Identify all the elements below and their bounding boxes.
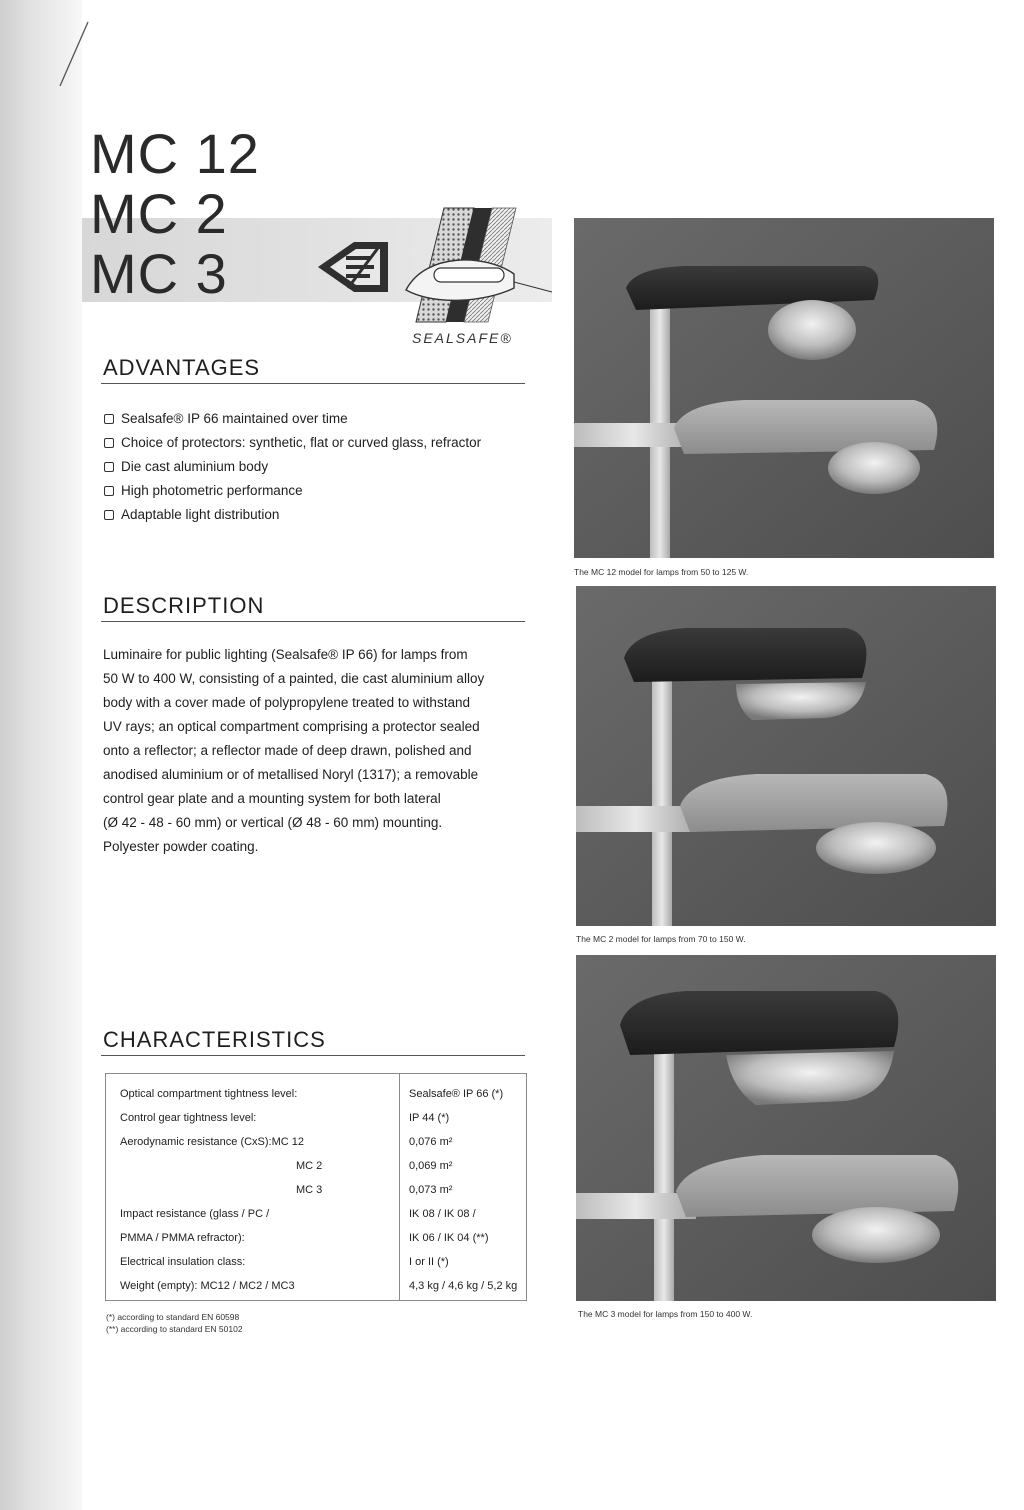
advantage-item: High photometric performance bbox=[103, 479, 481, 503]
characteristics-table bbox=[105, 1073, 527, 1301]
advantage-item: Adaptable light distribution bbox=[103, 503, 481, 527]
table-row: PMMA / PMMA refractor): IK 06 / IK 04 (**) bbox=[120, 1232, 489, 1244]
advantages-heading: ADVANTAGES bbox=[103, 355, 261, 380]
photo-caption-mc3: The MC 3 model for lamps from 150 to 400 W. bbox=[578, 1309, 753, 1319]
checkbox-square-icon bbox=[104, 414, 114, 424]
advantages-list bbox=[103, 407, 481, 527]
advantage-item: Sealsafe® IP 66 maintained over time bbox=[103, 407, 481, 431]
table-row: MC 3 0,073 m² bbox=[296, 1184, 453, 1196]
table-row: Weight (empty): MC12 / MC2 / MC3 4,3 kg / 4,6 kg / 5,2 kg bbox=[120, 1280, 518, 1292]
enec-logo bbox=[318, 240, 390, 294]
model-title-mc3: MC 3 bbox=[90, 242, 228, 305]
photo-caption-mc12: The MC 12 model for lamps from 50 to 125 W. bbox=[574, 567, 749, 577]
model-title-mc12: MC 12 bbox=[90, 122, 260, 185]
description-heading: DESCRIPTION bbox=[103, 593, 265, 618]
table-row: Electrical insulation class: I or II (*) bbox=[120, 1256, 449, 1268]
checkbox-square-icon bbox=[104, 510, 114, 520]
advantage-item: Die cast aluminium body bbox=[103, 455, 481, 479]
checkbox-square-icon bbox=[104, 486, 114, 496]
sealsafe-logo-text: SEALSAFE® bbox=[412, 330, 513, 346]
table-row: Control gear tightness level: IP 44 (*) bbox=[120, 1112, 450, 1124]
description-text: Luminaire for public lighting (Sealsafe® IP 66) for lamps from 50 W to 400 W, consisting of a painted, die cast aluminium alloy body with a cover made of polypropylene treated to withstand UV rays; an optical compartment comprising a protector sealed onto a reflector; a reflector made of deep drawn, polished and anodised aluminium or of metallised Noryl (1317); a removable control gear plate and a mounting system for both lateral (Ø 42 - 48 - 60 mm) or vertical (Ø 48 - 60 mm) mounting. Polyester powder coating. bbox=[103, 647, 485, 854]
page-margin-shading bbox=[0, 0, 82, 1510]
checkbox-square-icon bbox=[104, 462, 114, 472]
characteristics-heading: CHARACTERISTICS bbox=[103, 1027, 326, 1052]
product-photo-mc2 bbox=[576, 586, 996, 926]
product-photo-mc12 bbox=[574, 218, 994, 558]
footnotes: (*) according to standard EN 60598 (**) according to standard EN 50102 bbox=[106, 1312, 243, 1334]
table-row: Optical compartment tightness level: Sealsafe® IP 66 (*) bbox=[120, 1088, 504, 1100]
table-row: Impact resistance (glass / PC / IK 08 / IK 08 / bbox=[120, 1208, 476, 1220]
corner-mark bbox=[52, 20, 92, 90]
product-photo-mc3 bbox=[576, 955, 996, 1301]
table-row: MC 2 0,069 m² bbox=[296, 1160, 453, 1172]
advantages-rule bbox=[101, 383, 525, 384]
model-title-mc2: MC 2 bbox=[90, 182, 228, 245]
checkbox-square-icon bbox=[104, 438, 114, 448]
table-row: Aerodynamic resistance (CxS):MC 12 0,076 m² bbox=[120, 1136, 453, 1148]
characteristics-rule bbox=[101, 1055, 525, 1056]
advantage-item: Choice of protectors: synthetic, flat or curved glass, refractor bbox=[103, 431, 481, 455]
sealsafe-logo bbox=[396, 202, 556, 332]
photo-caption-mc2: The MC 2 model for lamps from 70 to 150 W. bbox=[576, 934, 746, 944]
description-rule bbox=[101, 621, 525, 622]
